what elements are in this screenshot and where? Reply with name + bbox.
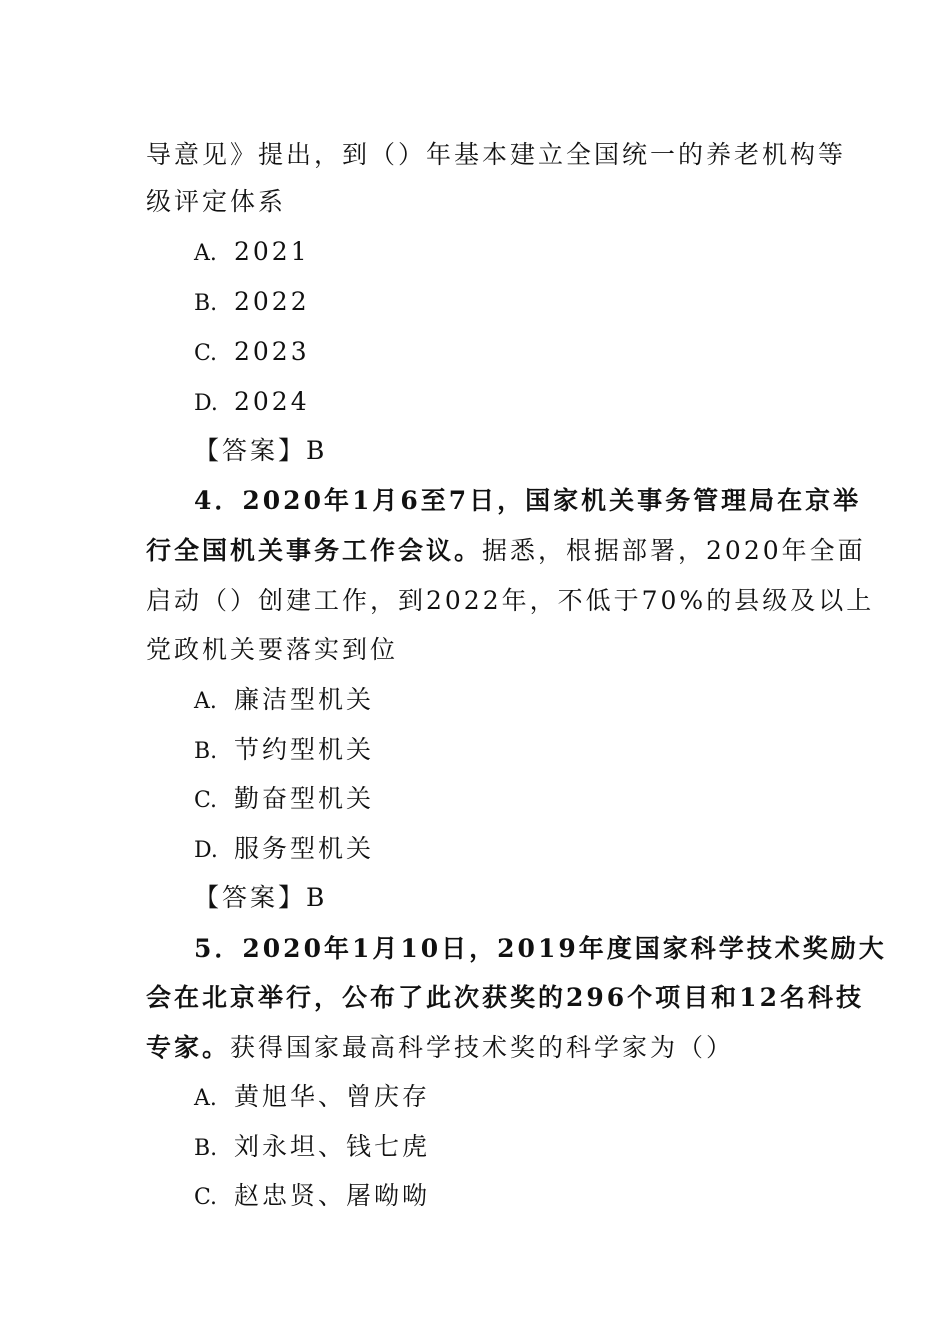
q4-stem-line-2 (146, 526, 950, 576)
option-label: B. (194, 291, 218, 316)
option-text: 廉洁型机关 (234, 685, 375, 714)
option-text: 节约型机关 (234, 735, 375, 764)
q3-stem-line-2: 级评定体系 (146, 187, 287, 216)
option-text: 2021 (234, 237, 310, 266)
option-label: B. (194, 739, 218, 764)
q5-stem-line-1: 5．2020年1月10日，2019年度国家科学技术奖励大 (194, 934, 887, 963)
option-text: 服务型机关 (234, 834, 375, 863)
option-text: 2023 (234, 337, 310, 366)
option-text: 赵忠贤、屠呦呦 (234, 1181, 431, 1210)
q5-stem-bold: 专家。 (146, 1033, 231, 1062)
q5-option-c (194, 1171, 950, 1221)
q4-stem-line-3: 启动（）创建工作，到2022年，不低于70%的县级及以上 (146, 586, 875, 615)
q4-option-d (194, 824, 950, 874)
option-text: 黄旭华、曾庆存 (234, 1082, 431, 1111)
q3-option-c (194, 327, 950, 377)
option-text: 勤奋型机关 (234, 784, 375, 813)
option-label: D. (194, 391, 218, 416)
option-label: A. (194, 1086, 217, 1111)
option-text: 刘永坦、钱七虎 (234, 1132, 431, 1161)
option-label: A. (194, 689, 217, 714)
q5-stem-line-2: 会在北京举行，公布了此次获奖的296个项目和12名科技 (146, 983, 864, 1012)
q5-option-a (194, 1072, 950, 1122)
q3-answer: 【答案】B (194, 436, 328, 465)
q3-option-a (194, 227, 950, 277)
option-label: C. (194, 341, 218, 366)
q4-stem-bold: 行全国机关事务工作会议。 (146, 536, 483, 565)
option-label: B. (194, 1136, 218, 1161)
q4-option-a (194, 675, 950, 725)
option-label: C. (194, 1185, 218, 1210)
q4-option-b (194, 725, 950, 775)
q5-stem-rest: 获得国家最高科学技术奖的科学家为（） (230, 1033, 735, 1062)
q4-stem-rest: 据悉，根据部署，2020年全面 (482, 536, 866, 565)
q3-option-d (194, 377, 950, 427)
option-text: 2022 (234, 287, 310, 316)
option-label: A. (194, 241, 217, 266)
q5-stem-line-3 (146, 1023, 950, 1073)
option-text: 2024 (234, 387, 310, 416)
q4-stem-line-4: 党政机关要落实到位 (146, 635, 399, 664)
q4-answer: 【答案】B (194, 883, 328, 912)
q5-option-b (194, 1122, 950, 1172)
q4-option-c (194, 774, 950, 824)
q4-stem-line-1: 4．2020年1月6至7日，国家机关事务管理局在京举 (194, 486, 862, 515)
q3-option-b (194, 277, 950, 327)
option-label: C. (194, 788, 218, 813)
option-label: D. (194, 838, 218, 863)
q3-stem-line-1: 导意见》提出，到（）年基本建立全国统一的养老机构等 (146, 140, 847, 169)
